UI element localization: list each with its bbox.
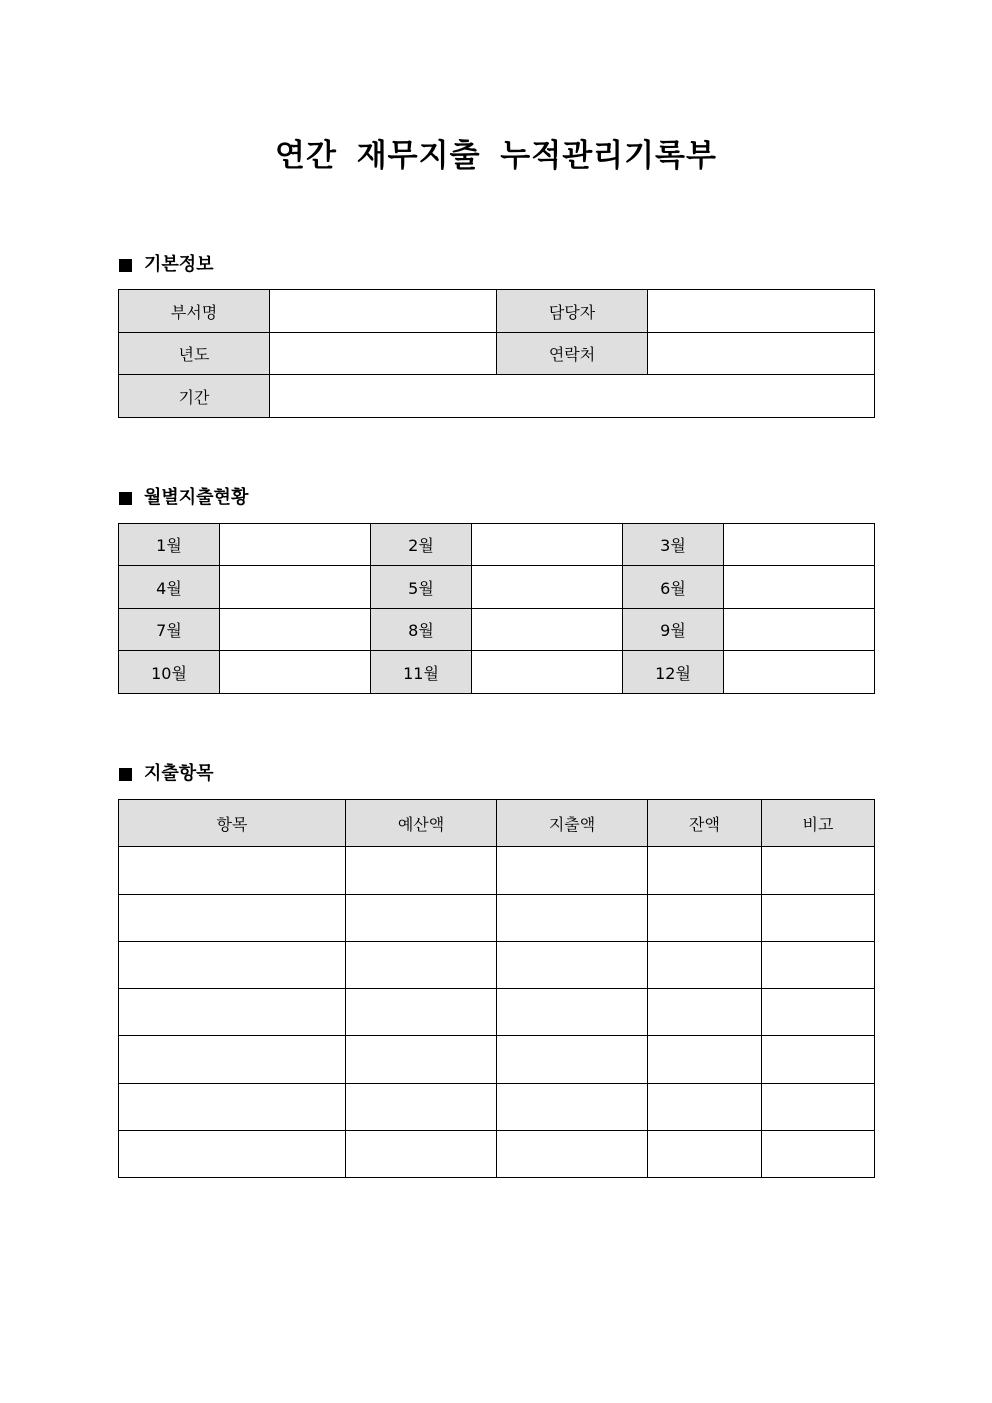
note-cell[interactable] xyxy=(762,847,875,895)
manager-label: 담당자 xyxy=(497,290,648,333)
budget-cell[interactable] xyxy=(346,989,497,1036)
spent-cell[interactable] xyxy=(497,989,648,1036)
month-label: 12월 xyxy=(623,651,724,694)
period-label: 기간 xyxy=(119,375,270,418)
balance-cell[interactable] xyxy=(648,1036,762,1084)
month-value-field[interactable] xyxy=(472,524,623,566)
item-cell[interactable] xyxy=(119,895,346,942)
month-value-field[interactable] xyxy=(472,609,623,651)
month-label: 7월 xyxy=(119,609,220,651)
section-heading-label: 월별지출현황 xyxy=(144,487,249,508)
month-value-field[interactable] xyxy=(724,609,875,651)
balance-cell[interactable] xyxy=(648,942,762,989)
budget-cell[interactable] xyxy=(346,895,497,942)
month-label: 10월 xyxy=(119,651,220,694)
month-value-field[interactable] xyxy=(472,566,623,609)
basic-info-table xyxy=(118,289,875,418)
page-title: 연간 재무지출 누적관리기록부 xyxy=(275,138,717,174)
spent-cell[interactable] xyxy=(497,942,648,989)
budget-cell[interactable] xyxy=(346,1084,497,1131)
column-header-balance: 잔액 xyxy=(648,800,762,847)
table-row xyxy=(119,375,875,418)
item-cell[interactable] xyxy=(119,1084,346,1131)
month-label: 3월 xyxy=(623,524,724,566)
table-row xyxy=(119,895,875,942)
square-bullet-icon xyxy=(119,259,132,272)
spent-cell[interactable] xyxy=(497,1036,648,1084)
manager-field[interactable] xyxy=(648,290,875,333)
balance-cell[interactable] xyxy=(648,989,762,1036)
note-cell[interactable] xyxy=(762,895,875,942)
note-cell[interactable] xyxy=(762,1084,875,1131)
budget-cell[interactable] xyxy=(346,1036,497,1084)
month-label: 8월 xyxy=(371,609,472,651)
note-cell[interactable] xyxy=(762,942,875,989)
month-label: 6월 xyxy=(623,566,724,609)
column-header-spent: 지출액 xyxy=(497,800,648,847)
budget-cell[interactable] xyxy=(346,1131,497,1178)
month-value-field[interactable] xyxy=(724,651,875,694)
month-value-field[interactable] xyxy=(472,651,623,694)
table-row xyxy=(119,333,875,375)
month-label: 4월 xyxy=(119,566,220,609)
item-cell[interactable] xyxy=(119,989,346,1036)
table-row xyxy=(119,1084,875,1131)
spent-cell[interactable] xyxy=(497,1084,648,1131)
note-cell[interactable] xyxy=(762,1131,875,1178)
month-label: 2월 xyxy=(371,524,472,566)
note-cell[interactable] xyxy=(762,1036,875,1084)
expense-items-table xyxy=(118,799,875,1178)
table-row xyxy=(119,566,875,609)
month-value-field[interactable] xyxy=(220,609,371,651)
spent-cell[interactable] xyxy=(497,1131,648,1178)
department-label: 부서명 xyxy=(119,290,270,333)
month-label: 5월 xyxy=(371,566,472,609)
department-field[interactable] xyxy=(270,290,497,333)
table-row xyxy=(119,609,875,651)
table-header-row xyxy=(119,800,875,847)
table-row xyxy=(119,524,875,566)
balance-cell[interactable] xyxy=(648,1084,762,1131)
monthly-expense-table xyxy=(118,523,875,694)
spent-cell[interactable] xyxy=(497,895,648,942)
table-row xyxy=(119,989,875,1036)
note-cell[interactable] xyxy=(762,989,875,1036)
table-row xyxy=(119,1036,875,1084)
section-heading-monthly xyxy=(119,486,248,510)
item-cell[interactable] xyxy=(119,847,346,895)
year-label: 년도 xyxy=(119,333,270,375)
section-heading-label: 지출항목 xyxy=(144,763,214,784)
table-row xyxy=(119,651,875,694)
item-cell[interactable] xyxy=(119,942,346,989)
month-value-field[interactable] xyxy=(220,524,371,566)
contact-field[interactable] xyxy=(648,333,875,375)
month-label: 1월 xyxy=(119,524,220,566)
column-header-item: 항목 xyxy=(119,800,346,847)
month-value-field[interactable] xyxy=(220,651,371,694)
month-value-field[interactable] xyxy=(724,524,875,566)
square-bullet-icon xyxy=(119,768,132,781)
period-field[interactable] xyxy=(270,375,875,418)
item-cell[interactable] xyxy=(119,1131,346,1178)
contact-label: 연락처 xyxy=(497,333,648,375)
column-header-budget: 예산액 xyxy=(346,800,497,847)
month-value-field[interactable] xyxy=(220,566,371,609)
table-row xyxy=(119,847,875,895)
item-cell[interactable] xyxy=(119,1036,346,1084)
budget-cell[interactable] xyxy=(346,942,497,989)
square-bullet-icon xyxy=(119,492,132,505)
section-heading-label: 기본정보 xyxy=(144,254,214,275)
month-value-field[interactable] xyxy=(724,566,875,609)
month-label: 11월 xyxy=(371,651,472,694)
balance-cell[interactable] xyxy=(648,847,762,895)
section-heading-basic-info xyxy=(119,253,214,277)
year-field[interactable] xyxy=(270,333,497,375)
balance-cell[interactable] xyxy=(648,895,762,942)
balance-cell[interactable] xyxy=(648,1131,762,1178)
budget-cell[interactable] xyxy=(346,847,497,895)
section-heading-expenses xyxy=(119,762,214,786)
table-row xyxy=(119,942,875,989)
column-header-note: 비고 xyxy=(762,800,875,847)
spent-cell[interactable] xyxy=(497,847,648,895)
month-label: 9월 xyxy=(623,609,724,651)
table-row xyxy=(119,1131,875,1178)
table-row xyxy=(119,290,875,333)
